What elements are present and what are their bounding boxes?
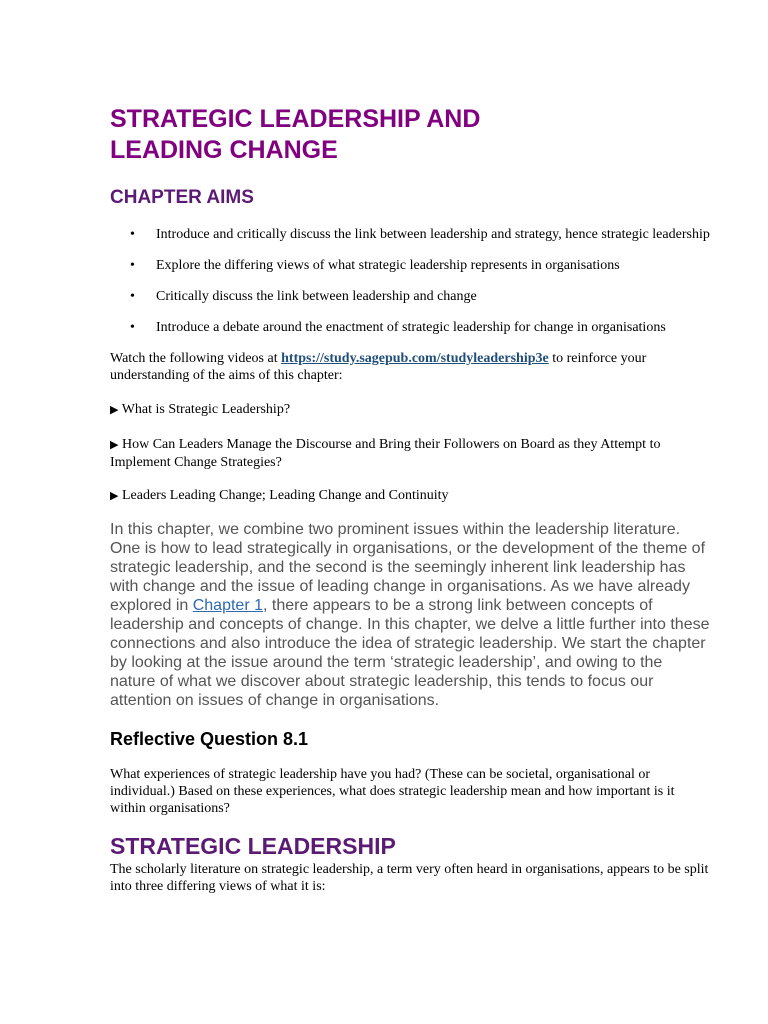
document-title-line-1: STRATEGIC LEADERSHIP AND [110, 105, 481, 133]
play-arrow-icon: ▶ [110, 404, 119, 416]
video-item[interactable] [110, 401, 710, 419]
reflective-question-heading: Reflective Question 8.1 [110, 729, 309, 749]
bullet-icon: • [130, 289, 135, 304]
aim-item-text: Explore the differing views of what strategic leadership represents in organisations [156, 258, 620, 273]
video-item[interactable] [110, 487, 710, 505]
strategic-leadership-heading: STRATEGIC LEADERSHIP [110, 833, 396, 859]
video-item-title: How Can Leaders Manage the Discourse and Bring their Followers on Board as they Attempt to Implement Change Strategies? [110, 437, 661, 470]
videos-intro-text: Watch the following videos at [110, 351, 282, 366]
document-title [110, 104, 710, 166]
reflective-question-text: What experiences of strategic leadership have you had? (These can be societal, organisational or individual.) Based on these experiences, what does strategic leadership mean and how important is it within organisations? [110, 767, 675, 816]
chapter-aims-list [110, 226, 710, 336]
intro-paragraph-text: In this chapter, we combine two prominent issues within the leadership literature. One is how to lead strategically in organisations, or the development of the theme of strategic leadership, and the second is the seemingly inherent link leadership has with change and the issue of leading change in organisations. As we have already explored in [110, 521, 706, 614]
video-item[interactable] [110, 436, 710, 471]
aim-item-text: Introduce a debate around the enactment of strategic leadership for change in organisations [156, 320, 666, 335]
chapter-aims-heading: CHAPTER AIMS [110, 187, 254, 208]
aim-item [110, 288, 710, 305]
aim-item-text: Introduce and critically discuss the link between leadership and strategy, hence strategic leadership [156, 227, 710, 242]
chapter-1-link[interactable]: Chapter 1 [192, 597, 263, 614]
videos-intro-text-end: to reinforce your understanding of the aims of this chapter: [110, 351, 647, 383]
play-arrow-icon: ▶ [110, 439, 119, 451]
intro-paragraph [110, 520, 710, 710]
intro-paragraph-text-end: , there appears to be a strong link between concepts of leadership and concepts of change. In this chapter, we delve a little further into these connections and also introduce the idea of strategic leadership. We start the chapter by looking at the issue around the term ‘strategic leadership’, and owing to the nature of what we discover about strategic leadership, this tends to focus our attention on issues of change in organisations. [110, 597, 710, 709]
aim-item [110, 226, 710, 243]
play-arrow-icon: ▶ [110, 490, 119, 502]
aim-item [110, 257, 710, 274]
document-title-line-2: LEADING CHANGE [110, 136, 338, 164]
video-item-title: What is Strategic Leadership? [121, 402, 291, 417]
aim-item-text: Critically discuss the link between leadership and change [156, 289, 477, 304]
bullet-icon: • [130, 227, 135, 242]
aim-item [110, 319, 710, 336]
bullet-icon: • [130, 258, 135, 273]
video-item-title: Leaders Leading Change; Leading Change and Continuity [121, 488, 449, 503]
study-site-link[interactable]: https://study.sagepub.com/studyleadership3e [281, 351, 549, 366]
bullet-icon: • [130, 320, 135, 335]
document-page [110, 104, 710, 895]
videos-intro [110, 350, 710, 384]
strategic-leadership-text: The scholarly literature on strategic leadership, a term very often heard in organisations, appears to be split into three differing views of what it is: [110, 862, 709, 894]
